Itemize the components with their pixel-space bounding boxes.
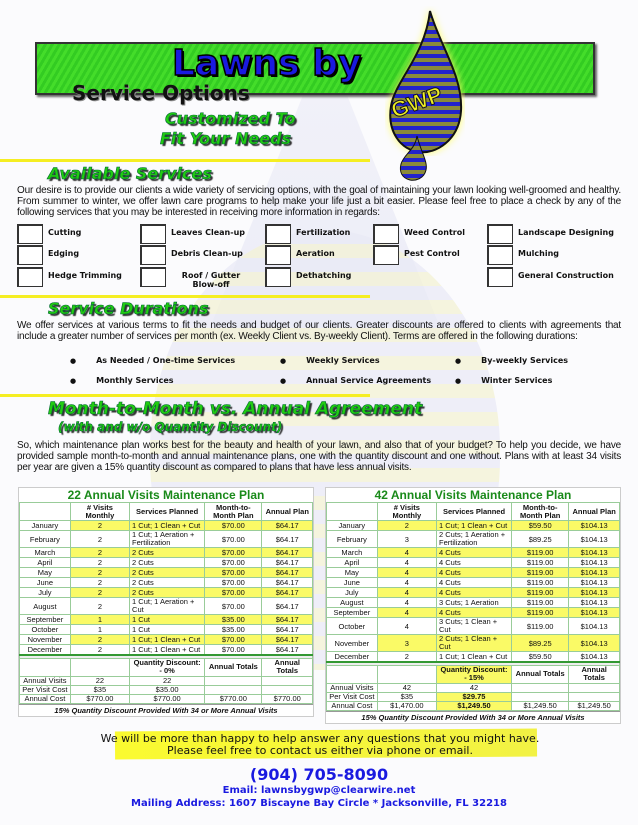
summary-row (327, 692, 620, 701)
table-cell: $70.00 (205, 531, 262, 548)
checkbox[interactable] (487, 224, 513, 244)
summary-header: Annual Totals (511, 665, 568, 683)
summary-cell: Annual Visits (327, 683, 378, 692)
summary-cell: $1,249.50 (511, 701, 568, 710)
table-cell: August (327, 598, 378, 608)
table-row (327, 568, 620, 578)
summary-row (20, 676, 313, 685)
table-cell: $119.00 (511, 598, 568, 608)
service-checkbox[interactable] (140, 267, 251, 289)
table-cell: February (20, 531, 71, 548)
divider (0, 295, 370, 298)
table-cell: 1 Cut; 1 Aeration + Cut (130, 598, 205, 615)
table-cell: $64.17 (262, 568, 313, 578)
summary-header: Quantity Discount: - 0% (130, 658, 205, 676)
summary-cell: 42 (377, 683, 436, 692)
table-cell: $104.13 (569, 521, 620, 531)
table-cell: $119.00 (511, 568, 568, 578)
summary-cell: $770.00 (262, 694, 313, 703)
table-cell: 2 Cuts (130, 578, 205, 588)
table-cell: 2 (70, 521, 129, 531)
table-cell: August (20, 598, 71, 615)
table-cell: November (20, 635, 71, 645)
table-row (327, 588, 620, 598)
summary-cell: $770.00 (70, 694, 129, 703)
service-checkbox[interactable] (373, 245, 460, 265)
checkbox[interactable] (265, 224, 291, 244)
email-link[interactable]: Email: lawnsbygwp@clearwire.net (222, 785, 416, 796)
summary-cell (569, 683, 620, 692)
table-cell: 2 (70, 588, 129, 598)
summary-cell: Per Visit Cost (327, 692, 378, 701)
summary-cell (205, 676, 262, 685)
table-row (20, 531, 313, 548)
table-cell: $119.00 (511, 578, 568, 588)
table-cell: 4 Cuts (437, 558, 512, 568)
table-cell: 2 Cuts; 1 Clean + Cut (437, 635, 512, 652)
summary-cell: 22 (70, 676, 129, 685)
table-cell: December (327, 652, 378, 663)
service-checkbox[interactable] (17, 224, 81, 244)
checkbox[interactable] (17, 245, 43, 265)
table-cell: $119.00 (511, 608, 568, 618)
table-cell: $70.00 (205, 645, 262, 656)
logo-text: GWP (387, 81, 446, 124)
checkbox[interactable] (373, 224, 399, 244)
table-cell: 4 Cuts (437, 568, 512, 578)
service-label: Landscape Designing (518, 228, 614, 237)
summary-row (20, 694, 313, 703)
service-label: General Construction (518, 271, 614, 280)
table-cell: June (20, 578, 71, 588)
checkbox[interactable] (265, 245, 291, 265)
service-label: Edging (48, 249, 80, 258)
table-cell: 2 (377, 521, 436, 531)
table-row (20, 558, 313, 568)
table-cell: 2 (70, 635, 129, 645)
table-cell: June (327, 578, 378, 588)
summary-header (70, 658, 129, 676)
duration-item: ● Weekly Services (280, 356, 380, 365)
column-header: # Visits Monthly (377, 503, 436, 521)
table-cell: $104.13 (569, 618, 620, 635)
table-row (327, 531, 620, 548)
summary-header: Quantity Discount: - 15% (437, 665, 512, 683)
table-cell: 4 (377, 548, 436, 558)
tagline-line1: Customized To (165, 109, 296, 128)
tagline-line2: Fit Your Needs (160, 129, 292, 148)
table-cell: 4 (377, 568, 436, 578)
table-cell: $70.00 (205, 635, 262, 645)
header-row (20, 503, 313, 521)
table-cell: 4 (377, 558, 436, 568)
service-label: Aeration (296, 249, 335, 258)
table-row (327, 598, 620, 608)
table-cell: January (20, 521, 71, 531)
summary-header: Annual Totals (569, 665, 620, 683)
table-cell: 4 (377, 598, 436, 608)
summary-cell: Annual Cost (20, 694, 71, 703)
checkbox[interactable] (487, 267, 513, 287)
table-cell: $104.13 (569, 558, 620, 568)
table-cell: $35.00 (205, 625, 262, 635)
summary-cell: $35 (70, 685, 129, 694)
divider (0, 394, 370, 397)
column-header: Annual Plan (262, 503, 313, 521)
table-cell: $70.00 (205, 568, 262, 578)
service-label: Cutting (48, 228, 82, 237)
table-cell: $64.17 (262, 578, 313, 588)
table-cell: $64.17 (262, 558, 313, 568)
plan-title: 22 Annual Visits Maintenance Plan (67, 488, 265, 502)
small-drop-icon (397, 134, 429, 182)
plan-22-table (18, 487, 314, 717)
summary-cell: $1,249.50 (569, 701, 620, 710)
table-cell: 1 Cut; 1 Clean + Cut (130, 645, 205, 656)
table-cell: May (327, 568, 378, 578)
plan-42-table (325, 487, 621, 724)
table-cell: 1 Cut (130, 615, 205, 625)
table-row (20, 615, 313, 625)
table-cell: $104.13 (569, 652, 620, 663)
table-cell: $64.17 (262, 598, 313, 615)
table-cell: $104.13 (569, 548, 620, 558)
table-row (327, 548, 620, 558)
agreement-heading: Month-to-Month vs. Annual Agreement (48, 399, 423, 419)
table-row (327, 652, 620, 663)
service-label: Debris Clean-up (171, 249, 243, 258)
table-cell: March (20, 548, 71, 558)
service-label: Weed Control (404, 228, 465, 237)
checkbox[interactable] (17, 224, 43, 244)
table-cell: $64.17 (262, 645, 313, 656)
table-cell: $64.17 (262, 588, 313, 598)
table-cell: 3 (377, 531, 436, 548)
available-services-intro: Our desire is to provide our clients a wide variety of servicing options, with the goal of maintaining your lawn looking well-groomed and healthy. From summer to winter, we offer lawn care programs to help make your life just a bit easier. Please feel free to place a check by any of the following services that you may be interested in receiving more information in regards: (17, 185, 621, 218)
summary-header: Annual Totals (262, 658, 313, 676)
summary-header (20, 658, 71, 676)
service-checkbox[interactable] (17, 245, 79, 265)
table-row (20, 568, 313, 578)
table-cell: December (20, 645, 71, 656)
service-checkbox[interactable] (487, 224, 614, 244)
service-label: Mulching (518, 249, 559, 258)
table-cell: 3 (377, 635, 436, 652)
summary-cell: $770.00 (130, 694, 205, 703)
summary-cell (205, 685, 262, 694)
table-cell: 4 Cuts (437, 608, 512, 618)
table-cell: 4 (377, 578, 436, 588)
table-cell: $119.00 (511, 588, 568, 598)
plan-footnote: 15% Quantity Discount Provided With 34 or More Annual Visits (326, 711, 620, 723)
table-cell: $104.13 (569, 635, 620, 652)
table-row (327, 578, 620, 588)
header-row (327, 503, 620, 521)
summary-cell: $35 (377, 692, 436, 701)
available-services-heading: Available Services (48, 164, 212, 183)
table-cell: January (327, 521, 378, 531)
service-checkbox[interactable] (265, 267, 351, 287)
table-row (327, 521, 620, 531)
table-cell: April (20, 558, 71, 568)
table-cell: 4 Cuts (437, 548, 512, 558)
summary-cell: Annual Visits (20, 676, 71, 685)
plan-table (326, 502, 620, 711)
page-title: Service Options (72, 81, 250, 105)
table-row (20, 598, 313, 615)
duration-item: ● Annual Service Agreements (280, 376, 431, 385)
service-checkbox[interactable] (373, 224, 465, 244)
column-header (20, 503, 71, 521)
summary-cell: Annual Cost (327, 701, 378, 710)
service-label: Hedge Trimming (48, 271, 122, 280)
table-cell: $104.13 (569, 568, 620, 578)
service-checkbox[interactable] (140, 245, 243, 265)
table-cell: July (327, 588, 378, 598)
contact-line1: We will be more than happy to help answer any questions that you might have. (100, 732, 540, 745)
service-checkbox[interactable] (140, 224, 245, 244)
table-cell: $89.25 (511, 635, 568, 652)
table-row (20, 588, 313, 598)
table-cell: 2 (70, 558, 129, 568)
summary-header: Annual Totals (205, 658, 262, 676)
column-header: # Visits Monthly (70, 503, 129, 521)
service-checkbox[interactable] (487, 245, 559, 265)
checkbox[interactable] (140, 224, 166, 244)
table-cell: 2 (70, 568, 129, 578)
table-cell: November (327, 635, 378, 652)
divider (0, 159, 370, 162)
table-row (327, 618, 620, 635)
table-cell: 1 (70, 625, 129, 635)
table-cell: $104.13 (569, 578, 620, 588)
table-row (327, 635, 620, 652)
table-cell: July (20, 588, 71, 598)
service-label: Leaves Clean-up (171, 228, 245, 237)
column-header (327, 503, 378, 521)
table-cell: 2 (70, 578, 129, 588)
table-row (20, 635, 313, 645)
service-checkbox[interactable] (265, 224, 350, 244)
table-cell: 2 (70, 548, 129, 558)
table-cell: $59.50 (511, 652, 568, 663)
summary-cell (511, 692, 568, 701)
checkbox[interactable] (17, 267, 43, 287)
column-header: Month-to-Month Plan (205, 503, 262, 521)
checkbox[interactable] (487, 245, 513, 265)
duration-item: ● Monthly Services (70, 376, 174, 385)
service-label: Pest Control (404, 249, 460, 258)
table-row (20, 625, 313, 635)
service-checkbox[interactable] (17, 267, 122, 287)
summary-cell: $35.00 (130, 685, 205, 694)
table-cell: $64.17 (262, 548, 313, 558)
table-cell: $70.00 (205, 578, 262, 588)
table-cell: 2 Cuts (130, 548, 205, 558)
service-label: Dethatching (296, 271, 352, 280)
table-cell: March (327, 548, 378, 558)
table-cell: 1 Cut; 1 Clean + Cut (437, 521, 512, 531)
table-row (20, 548, 313, 558)
table-cell: October (327, 618, 378, 635)
plan-footnote: 15% Quantity Discount Provided With 34 or More Annual Visits (19, 704, 313, 716)
table-cell: $104.13 (569, 608, 620, 618)
summary-row (327, 683, 620, 692)
summary-cell: 42 (437, 683, 512, 692)
checkbox[interactable] (140, 245, 166, 265)
table-cell: 2 (70, 531, 129, 548)
summary-cell (511, 683, 568, 692)
summary-cell: $1,470.00 (377, 701, 436, 710)
service-durations-heading: Service Durations (48, 299, 209, 318)
summary-row (20, 685, 313, 694)
checkbox[interactable] (265, 267, 291, 287)
table-cell: September (327, 608, 378, 618)
table-cell: 2 (377, 652, 436, 663)
table-cell: 4 Cuts (437, 588, 512, 598)
table-cell: 4 (377, 588, 436, 598)
column-header: Month-to-Month Plan (511, 503, 568, 521)
table-cell: 4 Cuts (437, 578, 512, 588)
table-cell: April (327, 558, 378, 568)
summary-cell: Per Visit Cost (20, 685, 71, 694)
table-cell: 3 Cuts; 1 Aeration (437, 598, 512, 608)
summary-cell: $29.75 (437, 692, 512, 701)
summary-cell: 22 (130, 676, 205, 685)
table-row (20, 645, 313, 656)
table-cell: 4 (377, 618, 436, 635)
service-checkbox[interactable] (487, 267, 614, 287)
contact-line2: Please feel free to contact us either via phone or email. (167, 744, 473, 757)
table-cell: October (20, 625, 71, 635)
summary-cell: $770.00 (205, 694, 262, 703)
table-cell: 1 Cut; 1 Clean + Cut (437, 652, 512, 663)
duration-item: ● As Needed / One-time Services (70, 356, 235, 365)
table-cell: $104.13 (569, 598, 620, 608)
table-cell: $119.00 (511, 548, 568, 558)
plan-title: 42 Annual Visits Maintenance Plan (374, 488, 572, 502)
table-cell: 2 Cuts (130, 568, 205, 578)
service-durations-intro: We offer services at various terms to fit the needs and budget of our clients. Greater discounts are offered to clients with agreements that include a greater number of services per month (ex. Weekly Client vs. By-weekly Client). Terms are offered in the following durations: (17, 320, 621, 342)
service-label: Roof / Gutter Blow-off (181, 271, 241, 289)
service-checkbox[interactable] (265, 245, 335, 265)
table-cell: $89.25 (511, 531, 568, 548)
summary-row (327, 701, 620, 710)
table-cell: $104.13 (569, 588, 620, 598)
table-cell: $70.00 (205, 521, 262, 531)
summary-header (377, 665, 436, 683)
phone-number[interactable]: (904) 705-8090 (249, 765, 389, 784)
table-row (20, 521, 313, 531)
table-cell: 2 (70, 645, 129, 656)
table-row (327, 608, 620, 618)
table-cell: $35.00 (205, 615, 262, 625)
table-cell: 1 Cut; 1 Clean + Cut (130, 635, 205, 645)
column-header: Services Planned (437, 503, 512, 521)
table-row (327, 558, 620, 568)
agreement-subheading: (with and w/o Quantity Discount) (58, 420, 283, 434)
table-cell: $119.00 (511, 558, 568, 568)
table-cell: $70.00 (205, 588, 262, 598)
table-cell: February (327, 531, 378, 548)
table-cell: 1 Cut; 1 Aeration + Fertilization (130, 531, 205, 548)
summary-cell (262, 676, 313, 685)
summary-cell: $1,249.50 (437, 701, 512, 710)
table-cell: $70.00 (205, 548, 262, 558)
table-cell: $64.17 (262, 625, 313, 635)
column-header: Annual Plan (569, 503, 620, 521)
table-cell: 1 Cut (130, 625, 205, 635)
checkbox[interactable] (140, 267, 166, 287)
table-cell: $104.13 (569, 531, 620, 548)
table-cell: 4 (377, 608, 436, 618)
table-row (20, 578, 313, 588)
checkbox[interactable] (373, 245, 399, 265)
brand-name: Lawns by (172, 43, 362, 84)
service-label: Fertilization (296, 228, 351, 237)
table-cell: 2 Cuts (130, 588, 205, 598)
table-cell: $64.17 (262, 635, 313, 645)
table-cell: $59.50 (511, 521, 568, 531)
table-cell: 2 Cuts; 1 Aeration + Fertilization (437, 531, 512, 548)
table-cell: 1 (70, 615, 129, 625)
table-cell: May (20, 568, 71, 578)
duration-item: ● Winter Services (455, 376, 552, 385)
table-cell: September (20, 615, 71, 625)
table-cell: $119.00 (511, 618, 568, 635)
table-cell: $64.17 (262, 531, 313, 548)
plan-table (19, 502, 313, 704)
mailing-address: Mailing Address: 1607 Biscayne Bay Circle * Jacksonville, FL 32218 (131, 798, 507, 809)
agreement-intro: So, which maintenance plan works best for the beauty and health of your lawn, and also that of your budget? To help you decide, we have provided sample month-to-month and annual maintenance plans, one with the quantity discount and one without. Plans with at least 34 visits per year are given a 15% quantity discount as compared to plans that have less annual visits. (17, 440, 621, 473)
table-cell: $64.17 (262, 615, 313, 625)
column-header: Services Planned (130, 503, 205, 521)
table-cell: $70.00 (205, 558, 262, 568)
duration-item: ● By-weekly Services (455, 356, 568, 365)
table-cell: $64.17 (262, 521, 313, 531)
table-cell: 2 Cuts (130, 558, 205, 568)
table-cell: 1 Cut; 1 Clean + Cut (130, 521, 205, 531)
summary-header (327, 665, 378, 683)
table-cell: 3 Cuts; 1 Clean + Cut (437, 618, 512, 635)
table-cell: $70.00 (205, 598, 262, 615)
summary-cell (569, 692, 620, 701)
summary-cell (262, 685, 313, 694)
table-cell: 2 (70, 598, 129, 615)
